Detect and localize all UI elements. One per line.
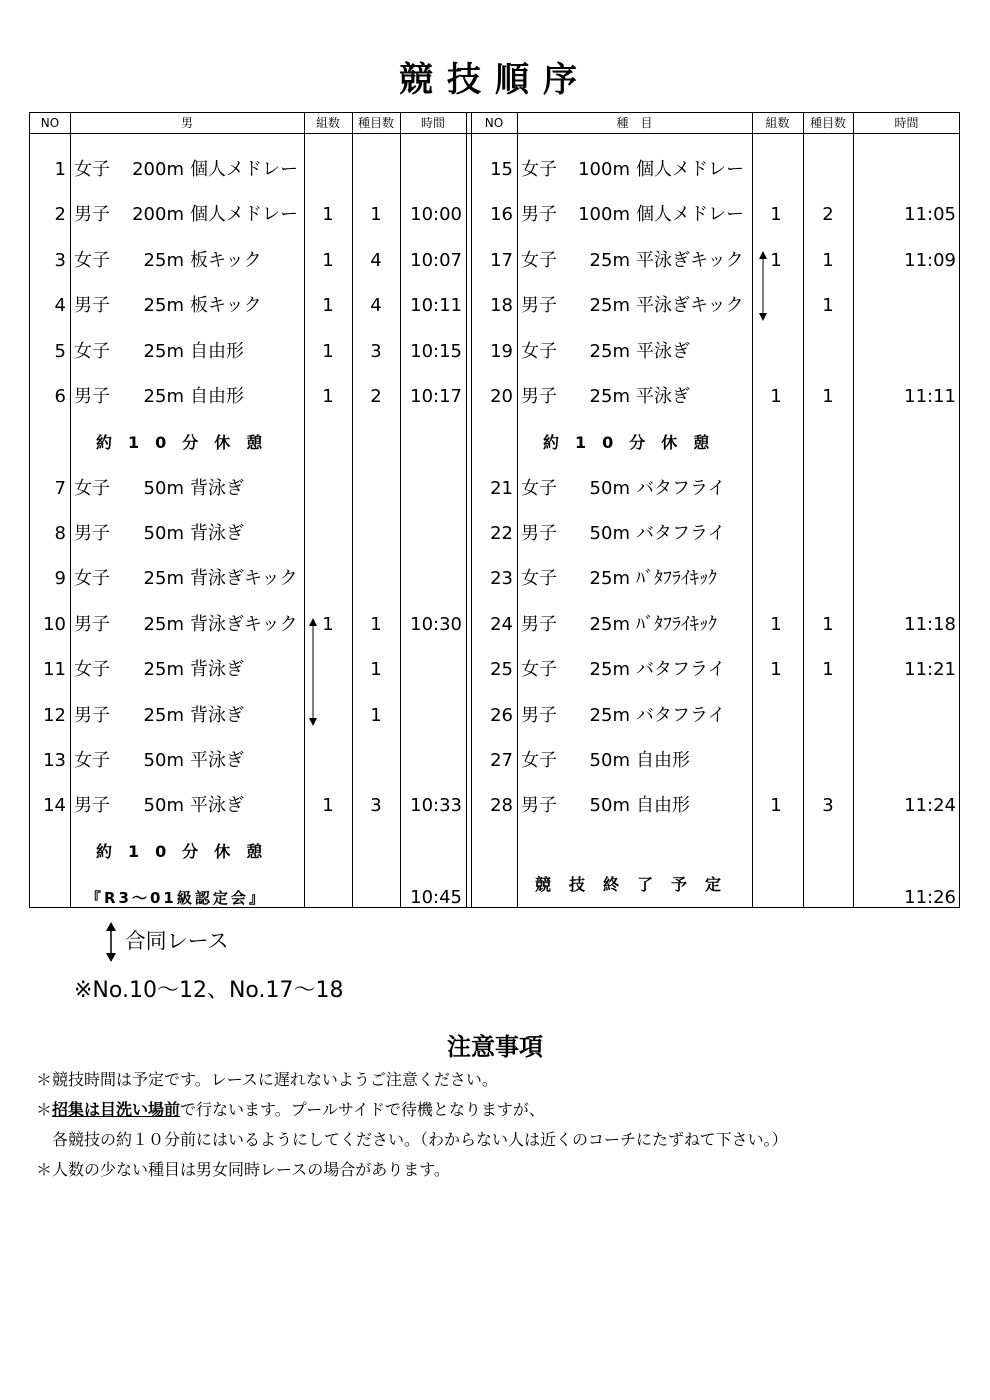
row-distance: 200m [132,159,184,180]
row-time [853,338,956,366]
row-groups: 1 [322,295,334,316]
row-count: 2 [370,386,382,407]
row-number: 20 [490,386,513,407]
row-number: 3 [54,250,66,271]
row-distance: 25m [143,295,184,316]
row-count: 1 [822,250,834,271]
row-sex: 男子 [521,295,557,316]
recognition-time: 10:45 [410,887,462,908]
legend-range: ※No.10～12、No.17～18 [74,978,344,1003]
recognition-label: 『R3～01級認定会』 [86,889,267,907]
note-line: ＊人数の少ない種目は男女同時レースの場合があります。 [36,1160,450,1179]
row-groups: 1 [322,795,334,816]
row-time: 11:09 [904,250,956,271]
row-number: 5 [54,341,66,362]
row-time: 10:30 [410,614,462,635]
row-event: 平泳ぎキック [636,250,744,271]
row-distance: 50m [143,523,184,544]
row-count: 1 [370,659,382,680]
row-sex: 女子 [521,159,557,180]
header-event: 種 目 [616,116,653,130]
row-groups [304,747,352,775]
row-event: 自由形 [190,341,244,362]
row-groups: 1 [322,386,334,407]
row-sex: 女子 [521,659,557,680]
row-number: 13 [43,750,66,771]
row-number: 9 [54,568,66,589]
column-divider [803,113,804,907]
row-distance: 25m [143,341,184,362]
row-number: 15 [490,159,513,180]
row-groups: 1 [770,614,782,635]
row-count [803,520,853,548]
header-groups: 組数 [315,116,340,130]
row-time [400,475,462,503]
row-count [803,156,853,184]
row-distance: 25m [589,295,630,316]
row-distance: 50m [143,750,184,771]
row-number: 18 [490,295,513,316]
row-count: 1 [370,705,382,726]
row-count [352,520,400,548]
header-time: 時間 [420,116,445,130]
row-sex: 男子 [521,523,557,544]
column-divider [471,113,472,907]
row-event: ﾊﾞﾀﾌﾗｲｷｯｸ [636,614,717,635]
notes-title: 注意事項 [447,1033,543,1061]
row-time: 10:17 [410,386,462,407]
row-groups [752,292,800,320]
row-sex: 女子 [521,478,557,499]
row-event: 平泳ぎキック [636,295,744,316]
row-groups: 1 [770,659,782,680]
row-distance: 25m [589,250,630,271]
row-groups [752,747,800,775]
row-sex: 男子 [74,295,110,316]
row-time: 10:33 [410,795,462,816]
row-time [400,156,462,184]
row-distance: 200m [132,204,184,225]
row-distance: 25m [589,705,630,726]
row-count: 1 [370,204,382,225]
row-groups [304,475,352,503]
row-distance: 50m [589,523,630,544]
row-number: 7 [54,478,66,499]
row-sex: 女子 [74,478,110,499]
end-label: 競技終了予定 [535,875,740,894]
row-groups: 1 [770,386,782,407]
row-time: 11:05 [904,204,956,225]
row-event: バタフライ [636,705,726,726]
row-count [352,747,400,775]
row-time [853,565,956,593]
row-event: 背泳ぎキック [190,614,298,635]
column-divider [517,113,518,907]
row-event: 平泳ぎ [636,386,690,407]
row-number: 2 [54,204,66,225]
row-groups [304,565,352,593]
row-time [400,520,462,548]
note-underlined: 招集は目洗い場前 [52,1100,181,1119]
header-no: NO [40,116,60,130]
row-count: 4 [370,250,382,271]
row-distance: 25m [143,250,184,271]
row-time [400,565,462,593]
row-count [803,565,853,593]
column-divider [466,113,467,907]
row-event: 平泳ぎ [190,795,244,816]
row-time [853,475,956,503]
header-groups: 組数 [765,116,790,130]
row-count: 2 [822,204,834,225]
row-sex: 男子 [74,795,110,816]
break-label: 約10分休憩 [96,842,279,861]
row-time [853,156,956,184]
row-count: 4 [370,295,382,316]
row-sex: 女子 [74,750,110,771]
row-sex: 男子 [521,795,557,816]
row-number: 21 [490,478,513,499]
row-count [803,702,853,730]
row-sex: 女子 [521,750,557,771]
row-sex: 女子 [74,341,110,362]
row-groups: 1 [770,204,782,225]
row-number: 4 [54,295,66,316]
row-number: 17 [490,250,513,271]
row-event: バタフライ [636,478,726,499]
row-event: 個人メドレー [190,204,298,225]
row-number: 1 [54,159,66,180]
row-event: 自由形 [636,795,690,816]
row-count: 3 [370,795,382,816]
row-event: バタフライ [636,523,726,544]
row-time: 11:11 [904,386,956,407]
row-count [803,338,853,366]
row-number: 10 [43,614,66,635]
row-event: 個人メドレー [190,159,298,180]
row-count: 1 [822,614,834,635]
row-number: 23 [490,568,513,589]
row-event: 自由形 [190,386,244,407]
row-distance: 25m [143,614,184,635]
row-event: バタフライ [636,659,726,680]
row-sex: 男子 [521,386,557,407]
row-event: 平泳ぎ [636,341,690,362]
row-event: ﾊﾞﾀﾌﾗｲｷｯｸ [636,568,717,589]
column-divider [400,113,401,907]
column-divider [304,113,305,907]
row-groups [752,702,800,730]
row-event: 板キック [190,250,262,271]
header-no: NO [484,116,504,130]
header-event: 男 [180,116,193,130]
row-count [352,475,400,503]
row-sex: 女子 [521,250,557,271]
row-sex: 男子 [74,523,110,544]
row-sex: 女子 [74,659,110,680]
row-number: 11 [43,659,66,680]
row-time: 11:21 [904,659,956,680]
row-event: 個人メドレー [636,204,744,225]
row-count [352,565,400,593]
row-sex: 男子 [74,705,110,726]
row-groups: 1 [770,795,782,816]
legend-joint-race [104,922,229,962]
row-count [803,747,853,775]
column-divider [352,113,353,907]
row-number: 27 [490,750,513,771]
schedule-table [29,112,960,908]
row-number: 26 [490,705,513,726]
row-time: 10:15 [410,341,462,362]
row-count [352,156,400,184]
row-event: 背泳ぎ [190,659,244,680]
break-label: 約10分休憩 [96,433,279,452]
page-title: 競技順序 [399,60,591,100]
header-time: 時間 [894,116,919,130]
row-sex: 女子 [521,568,557,589]
row-groups [304,520,352,548]
column-divider [853,113,854,907]
row-groups: 1 [322,614,334,635]
row-event: 背泳ぎ [190,523,244,544]
row-groups: 1 [770,250,782,271]
row-event: 個人メドレー [636,159,744,180]
row-distance: 25m [143,705,184,726]
column-divider [752,113,753,907]
row-time: 10:00 [410,204,462,225]
note-line: 各競技の約１０分前にはいるようにしてください。（わからない人は近くのコーチにたずねて下さい。） [52,1130,788,1149]
row-distance: 25m [143,568,184,589]
row-time [400,702,462,730]
note-line [36,1096,545,1124]
row-groups: 1 [322,204,334,225]
row-time: 11:24 [904,795,956,816]
row-distance: 25m [589,614,630,635]
row-event: 背泳ぎキック [190,568,298,589]
row-number: 25 [490,659,513,680]
row-event: 背泳ぎ [190,478,244,499]
header-divider [30,133,959,134]
row-sex: 女子 [521,341,557,362]
row-count: 1 [822,295,834,316]
row-distance: 100m [578,204,630,225]
row-distance: 25m [589,568,630,589]
row-distance: 50m [143,795,184,816]
row-time [400,747,462,775]
row-event: 背泳ぎ [190,705,244,726]
note-rest: で行ないます。プールサイドで待機となりますが、 [180,1100,545,1119]
row-sex: 女子 [74,250,110,271]
row-distance: 25m [589,341,630,362]
row-number: 28 [490,795,513,816]
row-count: 1 [822,659,834,680]
row-distance: 50m [589,478,630,499]
row-number: 6 [54,386,66,407]
row-distance: 50m [143,478,184,499]
row-event: 板キック [190,295,262,316]
row-groups [752,156,800,184]
row-sex: 男子 [521,705,557,726]
row-distance: 100m [578,159,630,180]
row-groups [304,656,352,684]
row-count: 1 [822,386,834,407]
row-groups [752,338,800,366]
row-time: 10:07 [410,250,462,271]
header-count: 種目数 [357,116,394,130]
row-groups [304,156,352,184]
legend-joint-race-label: 合同レース [124,929,229,953]
row-count [803,475,853,503]
row-groups [752,565,800,593]
row-time [853,292,956,320]
row-count: 3 [822,795,834,816]
row-distance: 50m [589,750,630,771]
header-count: 種目数 [809,116,846,130]
row-number: 8 [54,523,66,544]
row-time [400,656,462,684]
row-groups [752,520,800,548]
row-event: 平泳ぎ [190,750,244,771]
row-distance: 25m [589,659,630,680]
row-number: 24 [490,614,513,635]
row-count: 1 [370,614,382,635]
row-count: 3 [370,341,382,362]
row-number: 14 [43,795,66,816]
row-sex: 女子 [74,568,110,589]
break-label: 約10分休憩 [543,433,726,452]
row-distance: 25m [143,386,184,407]
row-number: 12 [43,705,66,726]
row-distance: 25m [589,386,630,407]
row-number: 22 [490,523,513,544]
row-sex: 男子 [521,614,557,635]
row-sex: 男子 [74,386,110,407]
joint-race-arrow-icon [104,922,118,962]
row-groups: 1 [322,341,334,362]
row-time: 10:11 [410,295,462,316]
row-sex: 男子 [521,204,557,225]
row-groups [752,475,800,503]
row-distance: 50m [589,795,630,816]
row-number: 19 [490,341,513,362]
row-sex: 女子 [74,159,110,180]
column-divider [70,113,71,907]
row-time [853,702,956,730]
row-time [853,747,956,775]
row-groups: 1 [322,250,334,271]
row-event: 自由形 [636,750,690,771]
note-prefix: ＊ [36,1100,53,1119]
row-time: 11:18 [904,614,956,635]
end-time: 11:26 [904,887,956,908]
row-time [853,520,956,548]
row-groups [304,702,352,730]
row-sex: 男子 [74,204,110,225]
note-line: ＊競技時間は予定です。レースに遅れないようご注意ください。 [36,1070,498,1089]
row-sex: 男子 [74,614,110,635]
row-distance: 25m [143,659,184,680]
row-number: 16 [490,204,513,225]
